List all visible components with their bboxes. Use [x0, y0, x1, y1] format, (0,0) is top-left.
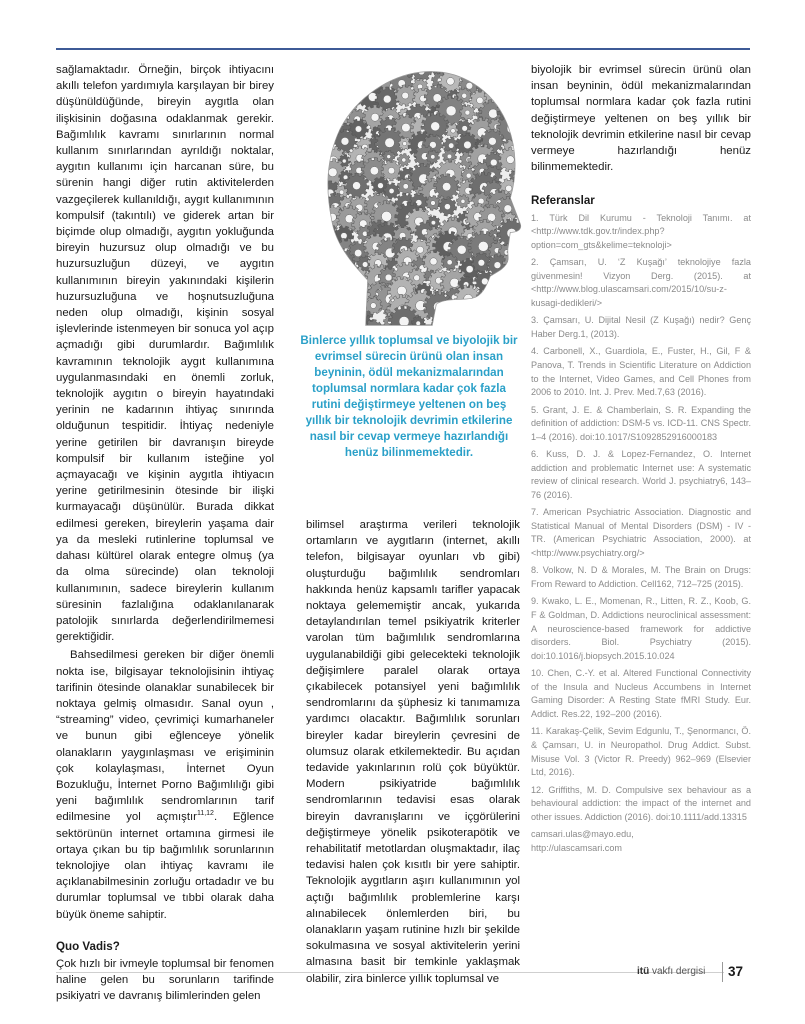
- right-column: [531, 62, 751, 856]
- reference-item: 2. Çamsarı, U. ‘Z Kuşağı’ teknolojiye fazla güvenmesin! Vizyon Derg. (2015). at <http://www.blog.ulascamsari.com/2015/10/su-z-kusagi-dedikleri/>: [531, 257, 751, 308]
- gear-icon: [321, 60, 342, 77]
- gear-icon: [489, 288, 504, 303]
- gear-hub: [447, 260, 452, 265]
- gear-hub: [447, 154, 452, 159]
- gear-hub: [324, 79, 334, 89]
- gear-hub: [325, 229, 331, 235]
- left-column: [56, 62, 274, 1005]
- gear-hub: [354, 273, 361, 280]
- head-silhouette-gears-image: [296, 60, 522, 328]
- gear-hub: [314, 172, 319, 177]
- left-paragraph-2: Bahsedilmesi gereken bir diğer önemli nokta ise, bilgisayar teknolojisinin ihtiyaç tarifinin ötesinde olanaklar sunabilecek bir noktaya gelmiş olmasıdır. Sanal oyun , “streaming” video, çevrimiçi kumarhaneler ve bunun gibi eğlenceye yönelik olanakların yaygınlaşması ve erişiminin çok kolaylaşması, İnternet Oyun Bozukluğu, İnternet Porno Bağımlılığı gibi yeni bağımlılık sendromlarının tarif edilmesine yol açmıştır$^{11,12}$. Eğlence sektörünün internet ortamına girmesi ile ortaya çıkan bu tip bağımlılık sorunlarının teknolojiye olan ihtiyaç kavramı ile açıklanabilmesinin zorluğu ortadadır ve bu durumlar toplumsal ve tıbbi olarak daha büyük öneme sahiptir.: [56, 649, 274, 921]
- gear-hub: [495, 281, 499, 285]
- gear-hub: [431, 155, 435, 159]
- gear-hub: [389, 188, 394, 193]
- gear-hub: [504, 205, 512, 213]
- gear-icon: [305, 226, 328, 249]
- gear-hub: [369, 66, 377, 74]
- gear-hub: [370, 167, 378, 175]
- gear-hub: [438, 67, 443, 72]
- gear-icon: [379, 66, 395, 82]
- references-list: [531, 212, 751, 825]
- gear-hub: [503, 309, 513, 319]
- gear-hub: [385, 274, 392, 281]
- gear-hub: [489, 322, 499, 328]
- gear-icon: [309, 167, 323, 181]
- gear-hub: [329, 247, 338, 256]
- gear-hub: [507, 100, 515, 108]
- gear-hub: [312, 249, 317, 254]
- gear-hub: [338, 95, 345, 102]
- reference-item: 12. Griffiths, M. D. Compulsive sex behaviour as a behavioural addiction: the impact of the internet and other issues. Addiction (2016). doi:10.1111/add.13315: [531, 784, 751, 822]
- gear-icon: [306, 314, 326, 328]
- author-email[interactable]: camsari.ulas@mayo.edu,: [531, 829, 634, 840]
- gear-icon: [493, 299, 522, 328]
- gear-icon: [331, 311, 353, 328]
- gear-hub: [387, 155, 391, 159]
- gear-hub: [403, 142, 407, 146]
- gear-icon: [498, 91, 522, 116]
- gear-hub: [326, 261, 331, 266]
- gear-icon: [500, 312, 522, 328]
- gear-hub: [492, 93, 499, 100]
- gear-hub: [311, 290, 315, 294]
- gear-hub: [355, 292, 365, 302]
- gear-hub: [465, 325, 473, 328]
- gear-icon: [319, 223, 337, 241]
- gear-icon: [304, 155, 319, 170]
- gear-icon: [466, 317, 491, 328]
- reference-item: 6. Kuss, D. J. & Lopez-Fernandez, O. Internet addiction and problematic Internet use: A systematic review of clinical research. World J. psychiatry6, 143–76 (2016).: [531, 449, 751, 500]
- gear-hub: [339, 257, 347, 265]
- gear-hub: [329, 114, 336, 121]
- gear-hub: [328, 168, 337, 177]
- gear-hub: [494, 293, 499, 298]
- gear-icon: [323, 291, 335, 303]
- page-number: 37: [728, 964, 744, 979]
- gear-icon: [491, 276, 503, 288]
- references-heading: Referanslar: [531, 194, 595, 208]
- gear-hub: [490, 159, 497, 166]
- gear-hub: [307, 198, 317, 208]
- gear-hub: [506, 289, 516, 299]
- gear-hub: [466, 173, 471, 178]
- gear-icon: [331, 87, 353, 109]
- gear-hub: [310, 126, 317, 133]
- gear-hub: [416, 321, 421, 326]
- gear-hub: [342, 159, 346, 163]
- gear-hub: [381, 211, 391, 221]
- gear-hub: [493, 310, 498, 315]
- footer-separator: [722, 962, 723, 982]
- gear-hub: [402, 92, 409, 99]
- gear-hub: [417, 246, 424, 253]
- gear-hub: [328, 213, 336, 221]
- gear-hub: [446, 106, 456, 116]
- gear-icon: [455, 60, 474, 76]
- gear-icon: [507, 270, 522, 286]
- gear-hub: [370, 325, 376, 328]
- gear-hub: [344, 304, 349, 309]
- gear-hub: [452, 323, 457, 328]
- gear-hub: [431, 122, 440, 131]
- gear-hub: [342, 280, 351, 289]
- gear-icon: [312, 179, 329, 196]
- footer-brand: itü vakfı dergisi: [637, 966, 706, 977]
- footer-rule: [56, 972, 724, 973]
- gear-hub: [506, 185, 512, 191]
- gear-icon: [339, 74, 360, 95]
- gear-icon: [350, 79, 367, 96]
- gear-hub: [354, 249, 361, 256]
- gear-icon: [307, 285, 320, 298]
- gear-hub: [309, 94, 314, 99]
- reference-item: 1. Türk Dil Kurumu - Teknoloji Tanımı. at <http://www.tdk.gov.tr/index.php?option=com_gts&kelime=teknoloji>: [531, 212, 751, 250]
- gear-hub: [446, 63, 453, 70]
- gear-hub: [506, 67, 511, 72]
- gear-hub: [371, 113, 379, 121]
- gear-hub: [489, 109, 498, 118]
- gear-hub: [491, 85, 495, 89]
- gear-hub: [430, 258, 437, 265]
- gear-hub: [478, 259, 485, 266]
- reference-item: 4. Carbonell, X., Guardiola, E., Fuster, H., Gil, F & Panova, T. Trends in Scientific Literature on Addiction to the Internet, Video Games, and Cell Phones from 2006 to 2010. Int. J. Prev. Med.7,63 (2016).: [531, 346, 751, 398]
- gear-icon: [321, 274, 336, 289]
- gear-icon: [303, 118, 325, 140]
- gear-hub: [464, 141, 472, 149]
- gear-hub: [385, 138, 395, 148]
- gear-hub: [324, 123, 330, 129]
- pull-quote: Binlerce yıllık toplumsal ve biyolojik bir evrimsel sürecin ürünü olan insan beyninin, ödül mekanizmalarından toplumsal normlara kadar çok fazla rutini değiştirmeye yeltenen on beş yıllık bir teknolojik devrimin etkilerine nasıl bir cevap vermeye hazırlandığı henüz bilinmemektedir.: [300, 334, 518, 459]
- top-rule: [56, 48, 750, 50]
- left-paragraph-1: sağlamaktadır. Örneğin, birçok ihtiyacını akıllı telefon yardımıyla karşılayan bir birey düşünüldüğünde, bireyin aygıtla olan ilişkisinin doğasına odaklanmak gerekir. Bağımlılık kavramı sınırlarının normal kullanım sınırlarından ayrıldığı noktalar, aygıtın kullanımı için harcanan süre, bu sürenin hangi diğer rutin aktivitelerden vazgeçilerek kullanıldığı, aygıt kullanımının kompulsif (takıntılı) ve giderek artan bir biçimde olup olmadığı, aygıtın yokluğunda bireyin huzursuz olup olmadığı ve bu huzursuzluğun düzeyi, ve aygıtın kullanımının bireyin yakınındaki kişilerin huzursuzluğuna ve hoşnutsuzluğuna neden olup olmadığı, kişinin sosyal işlevlerinde istenmeyen bir sonuca yol açıp açmadığı gibi durumlardır. Bağımlılık kavramının teknolojik aygıt kullanımına uygulanmasındaki en önemli zorluk, teknolojik aygıtın o bireyin hayatındaki yerinin ne kadarının ihtiyaç sınırında olduğunun tespitidir. İhtiyaç nedeniyle yerine getirilen bir davranışın bireyde kompulsif bir kullanım isteğine yol açmayacağı ve kişinin aygıtla ihtiyacın yerine getirilmesinin ötesinde bir ilişki kurmayacağı düşünülür. Burada dikkat edilmesi gereken, bireylerin yaşama dair ya da mesleki rutinlerine toplumsal ve dahası kültürel olarak entegre olmuş (ya da olma sürecinde) olan teknoloji kullanımının, sadece bireylerin kullanım süresinin fazlalığına odaklanılanarak patolojik sınırlarda değerlendirilmemesi gerektiğidir.: [56, 64, 274, 644]
- section-heading: Quo Vadis?: [56, 939, 120, 953]
- gear-hub: [354, 309, 363, 318]
- gear-hub: [477, 97, 484, 104]
- gear-icon: [305, 130, 328, 153]
- gear-hub: [414, 275, 420, 281]
- gear-hub: [478, 241, 488, 251]
- gear-hub: [507, 228, 516, 237]
- gear-hub: [383, 95, 391, 103]
- gear-hub: [402, 123, 411, 132]
- gear-icon: [339, 299, 354, 314]
- gear-hub: [494, 262, 501, 269]
- gear-hub: [341, 137, 349, 145]
- gear-hub: [475, 325, 483, 328]
- gear-hub: [513, 275, 518, 280]
- gear-icon: [476, 61, 493, 78]
- gear-hub: [353, 182, 361, 190]
- gear-icon: [502, 70, 522, 95]
- gear-hub: [343, 175, 348, 180]
- gear-hub: [362, 262, 368, 268]
- brain-gears-illustration: [296, 60, 522, 328]
- gear-hub: [448, 143, 453, 148]
- reference-item: 9. Kwako, L. E., Momenan, R., Litten, R. Z., Koob, G. F & Goldman, D. Addictions neuroclinical assessment: A neuroscience-based framework for addictive disorders. Biol. Psychiatry (2015). doi:10.1016/j.biopsych.2015.10.024: [531, 596, 751, 661]
- gear-hub: [326, 279, 331, 284]
- gear-hub: [378, 183, 384, 189]
- gear-icon: [327, 282, 357, 312]
- reference-item: 5. Grant, J. E. & Chamberlain, S. R. Expanding the definition of addiction: DSM-5 vs. ICD-11. CNS Spectr. 1–4 (2016). doi:10.1017/S1092852916000183: [531, 404, 751, 442]
- gear-icon: [487, 81, 500, 94]
- gear-hub: [442, 182, 450, 190]
- gear-icon: [501, 62, 516, 77]
- gear-hub: [491, 69, 499, 77]
- gear-icon: [317, 117, 336, 136]
- gear-icon: [307, 244, 322, 259]
- gear-hub: [346, 81, 353, 88]
- gear-hub: [482, 67, 487, 72]
- gear-hub: [384, 71, 389, 76]
- gear-icon: [333, 60, 357, 80]
- gear-hub: [314, 264, 319, 269]
- gear-hub: [356, 84, 362, 90]
- gear-hub: [462, 93, 467, 98]
- gear-hub: [324, 325, 331, 328]
- left-paragraph-3: Çok hızlı bir ivmeyle toplumsal bir fenomen haline gelen bu sorunların tarifinde psikiyatri ve davranış bilimlerinden gelen: [56, 957, 274, 1003]
- gear-hub: [397, 286, 406, 295]
- right-paragraph-1: biyolojik bir evrimsel sürecin ürünü olan insan beyninin, ödül mekanizmalarından toplumsal normlara kadar çok fazla rutini değiştirmeye yeltenen on beş yıllık bir teknolojik devrimin etkilerine nasıl bir cevap vermeye hazırlandığı henüz bilinmemektedir.: [531, 64, 751, 174]
- gear-hub: [312, 234, 319, 241]
- gear-icon: [456, 316, 482, 328]
- gear-hub: [329, 301, 339, 311]
- gear-icon: [320, 256, 337, 273]
- gear-hub: [370, 303, 376, 309]
- gear-hub: [308, 307, 315, 314]
- gear-hub: [437, 323, 442, 328]
- gear-hub: [399, 316, 409, 326]
- gear-icon: [438, 302, 460, 324]
- gear-hub: [312, 271, 321, 280]
- gear-icon: [360, 60, 385, 83]
- gear-hub: [462, 126, 468, 132]
- gear-icon: [308, 258, 325, 275]
- gear-hub: [457, 245, 466, 254]
- gear-hub: [313, 63, 320, 70]
- gear-icon: [301, 301, 321, 321]
- gear-hub: [330, 99, 337, 106]
- reference-item: 11. Karakaş-Çelik, Sevim Edgunlu, T., Şenormancı, Ö. & Çamsarı, U. in Neuropathol. Drug Addict. Subst. Misuse Vol. 3 (Victor R. Preedy) 962–969 (Elsevier Ltd, 2016).: [531, 726, 751, 778]
- gear-hub: [507, 106, 517, 116]
- gear-hub: [328, 295, 332, 299]
- reference-item: 7. American Psychiatric Association. Diagnostic and Statistical Manual of Mental Disorders (DSM) - IV - TR. (American Psychiatric Association, 2000). at <http://www.psychiatry.org/>: [531, 507, 751, 559]
- gear-icon: [488, 305, 503, 320]
- gear-icon: [447, 318, 463, 328]
- gear-hub: [313, 85, 317, 89]
- gear-hub: [341, 64, 349, 72]
- gear-icon: [319, 291, 349, 321]
- gear-hub: [402, 158, 406, 162]
- reference-item: 3. Çamsarı, U. Dijital Nesil (Z Kuşağı) nedir? Genç Haber Derg.1, (2013).: [531, 315, 751, 339]
- gear-hub: [328, 63, 335, 70]
- gear-hub: [388, 167, 395, 174]
- gear-icon: [296, 188, 327, 219]
- gear-hub: [403, 184, 408, 189]
- gear-hub: [337, 292, 347, 302]
- gear-icon: [479, 311, 510, 328]
- gear-hub: [488, 137, 496, 145]
- gear-hub: [461, 199, 465, 203]
- gear-hub: [309, 161, 314, 166]
- gear-hub: [313, 138, 320, 145]
- gear-hub: [511, 257, 519, 265]
- gear-hub: [509, 321, 517, 328]
- gear-hub: [447, 78, 455, 86]
- gear-hub: [451, 128, 456, 133]
- gear-hub: [431, 201, 436, 206]
- gear-icon: [307, 208, 324, 225]
- gear-hub: [338, 319, 345, 326]
- gear-icon: [322, 107, 344, 129]
- gear-icon: [306, 60, 328, 77]
- gear-hub: [433, 94, 441, 102]
- middle-paragraph-1: bilimsel araştırma verileri teknolojik ortamların ve aygıtların (internet, akıllı telefon, bilgisayar oyunları vb gibi) oluşturduğu bağımlılık sendromları hakkında henüz kapsamlı tarifler yapacak noktaya gelememiştir ancak, yukarıda detaylandırılan temel psikiyatrik kriterler varolan tüm bağımlılık sendromlarına uygulanabildiği gibi gelecekteki teknolojik değişimlere paralel olarak ortaya çıkabilecek potansiyel yeni bağımlılık sendromlarını da şüphesiz ki tanımamıza yardımcı olacaktır. Bağımlılık sorunları bireyler kadar bireylerin çevresini de olumsuz olarak etkilemektedir. Bu açıdan tedavide yakınlarının rolü çok büyüktür. Modern psikiyatride bağımlılık sendromlarının tedavisi esas olarak bireyin davranışlarını ve içgörülerini değiştirmeye yönelik psikoterapötik ve rehabilitatif metotlardan oluşmaktadır, ilaç tedavisi halen çok kısıtlı bir yere sahiptir. Teknolojik aygıtların aşırı kullanımının yol açtığı bağımlılık problemlerine karşı alınabilecek önlemlerden biri, bu olanakların yaşam rutinine hızlı bir şekilde sokulmasına ve sosyal aktivitelerin yerini almasına basit bir temkinle yaklaşmak olabilir, zira binlerce yıllık toplumsal ve: [306, 519, 520, 985]
- gear-hub: [460, 309, 468, 317]
- gear-hub: [345, 214, 353, 222]
- gear-hub: [465, 110, 470, 115]
- gear-hub: [317, 115, 324, 122]
- gear-hub: [444, 204, 450, 210]
- reference-item: 8. Volkow, N. D & Morales, M. The Brain on Drugs: From Reward to Addiction. Cell162, 712–725 (2015).: [531, 565, 751, 590]
- citation-superscript: 11,12: [196, 810, 214, 818]
- gear-hub: [507, 124, 517, 134]
- gear-icon: [345, 60, 370, 82]
- gear-hub: [487, 213, 495, 221]
- gear-icon: [310, 108, 331, 129]
- gear-hub: [466, 82, 473, 89]
- gear-hub: [353, 66, 361, 74]
- gear-hub: [355, 126, 361, 132]
- gear-hub: [513, 174, 517, 178]
- gear-icon: [464, 299, 491, 326]
- gear-hub: [313, 321, 319, 327]
- reference-item: 10. Chen, C.-Y. et al. Altered Functional Connectivity of the Insula and Nucleus Accumbens in Internet Gaming Disorder: A Resting State fMRI Study. Eur. Addict. Res.22, 192–200 (2016).: [531, 668, 751, 719]
- gear-hub: [317, 185, 322, 190]
- gear-hub: [450, 278, 459, 287]
- gear-hub: [462, 63, 468, 69]
- gear-hub: [466, 266, 473, 273]
- gear-icon: [309, 80, 322, 93]
- gear-hub: [431, 220, 435, 224]
- gear-icon: [496, 279, 522, 309]
- gear-hub: [473, 308, 482, 317]
- middle-column: [306, 517, 520, 987]
- gear-hub: [445, 310, 452, 317]
- gear-hub: [313, 213, 318, 218]
- gear-icon: [304, 89, 319, 104]
- gear-hub: [358, 95, 362, 99]
- gear-icon: [333, 271, 360, 298]
- gear-icon: [323, 92, 346, 115]
- gear-hub: [510, 79, 518, 87]
- gear-icon: [317, 318, 339, 329]
- gear-icon: [476, 290, 490, 304]
- gear-icon: [451, 300, 476, 324]
- gear-icon: [303, 262, 332, 291]
- author-website[interactable]: http://ulascamsari.com: [531, 842, 622, 853]
- gear-icon: [314, 69, 345, 100]
- gear-hub: [481, 295, 485, 299]
- gear-hub: [506, 156, 514, 164]
- gear-icon: [483, 60, 507, 84]
